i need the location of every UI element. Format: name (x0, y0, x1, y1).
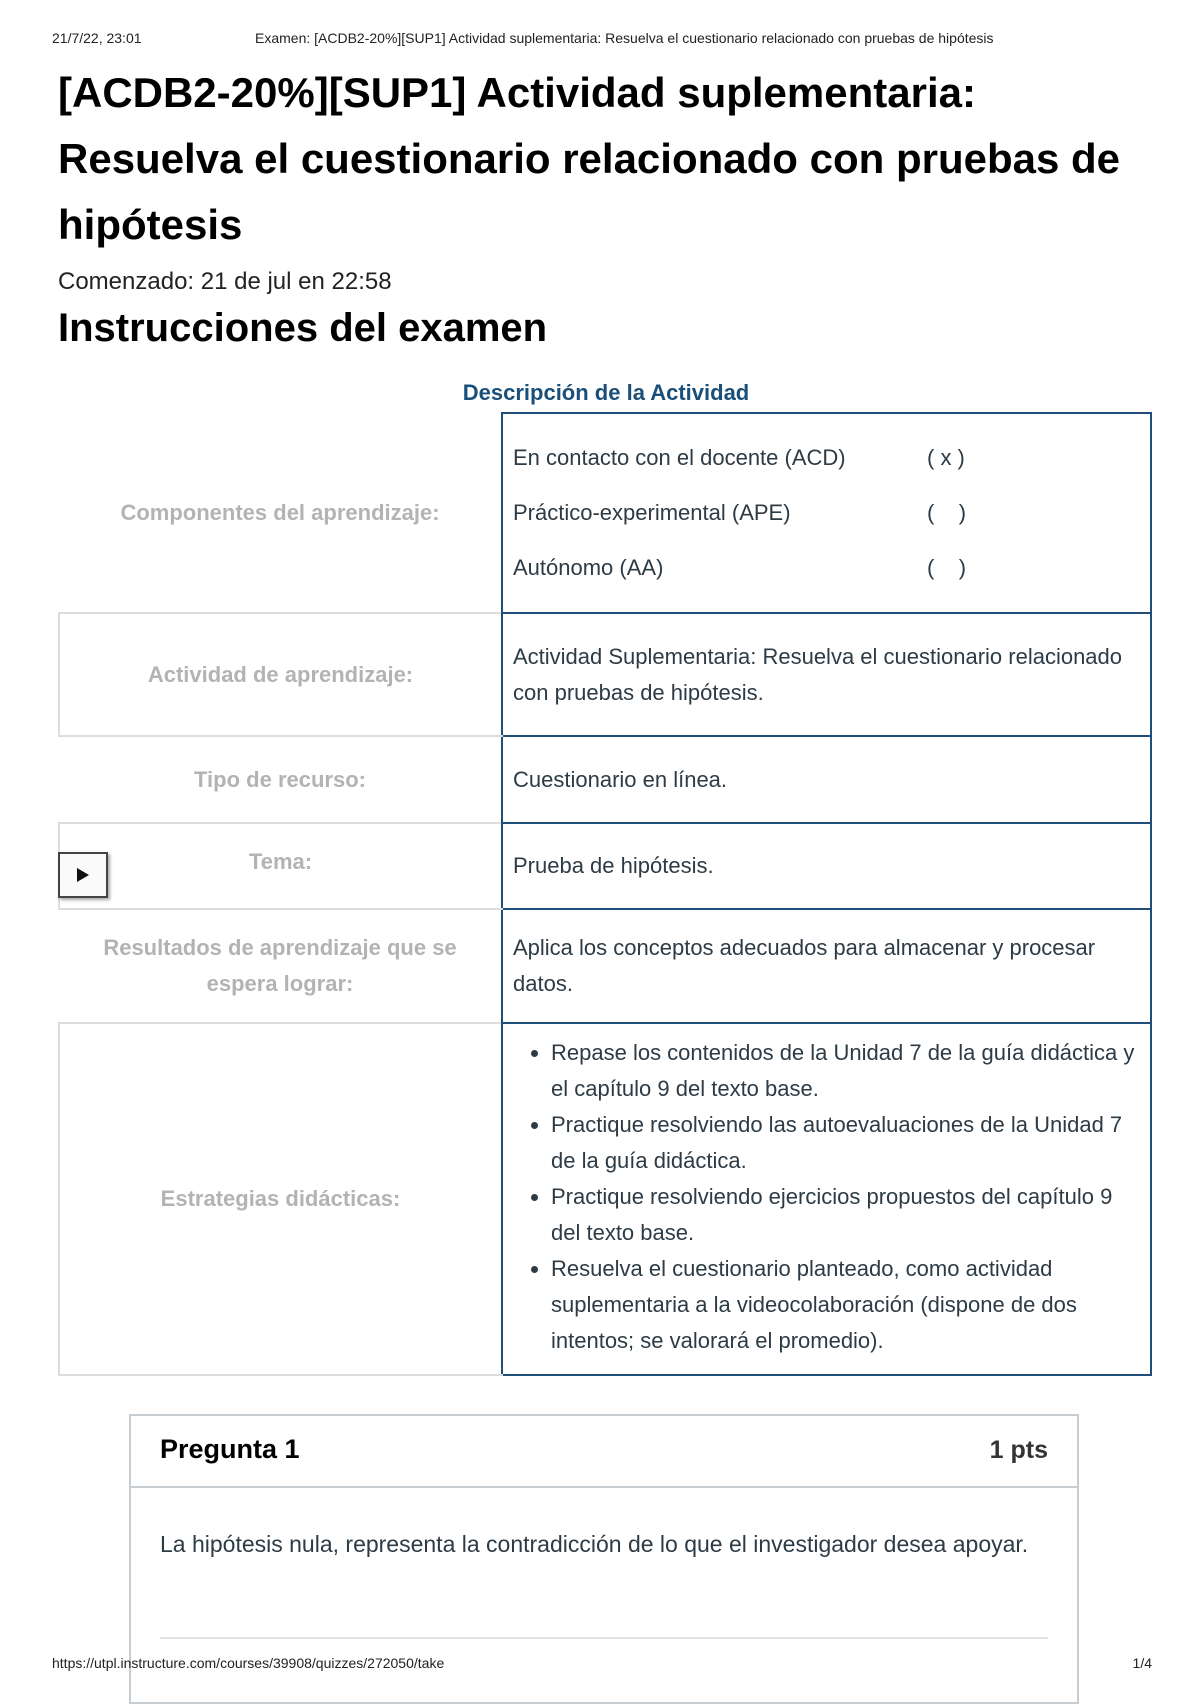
strategies-list (513, 1027, 1140, 1371)
page-title: [ACDB2-20%][SUP1] Actividad suplementaria: Resuelva el cuestionario relacionado con pruebas de hipótesis (58, 69, 1121, 248)
component-item: En contacto con el docente (ACD) ( x ) (513, 445, 965, 470)
resource-label: Tipo de recurso: (194, 766, 366, 792)
question-header (131, 1416, 1077, 1488)
strategies-cell (502, 1023, 1151, 1375)
results-value: Aplica los conceptos adecuados para almacenar y procesar datos. (502, 909, 1151, 1023)
print-date: 21/7/22, 23:01 (52, 30, 142, 46)
component-item: Autónomo (AA) ( ) (513, 555, 967, 580)
topic-label: Tema: (59, 823, 502, 909)
list-item: • Practique resolviendo ejercicios propuestos del capítulo 9 del texto base. (551, 1179, 1140, 1251)
results-label: Resultados de aprendizaje que se espera lograr: (103, 935, 457, 996)
list-item: • Repase los contenidos de la Unidad 7 de la guía didáctica y el capítulo 9 del texto base. (551, 1035, 1140, 1107)
components-row (59, 413, 1151, 613)
activity-label: Actividad de aprendizaje: (59, 613, 502, 736)
question-points: 1 pts (989, 1436, 1048, 1464)
strategies-label: Estrategias didácticas: (59, 1023, 502, 1375)
print-url: https://utpl.instructure.com/courses/39908/quizzes/272050/take (52, 1655, 445, 1671)
print-header (0, 30, 1200, 50)
question-text: La hipótesis nula, representa la contradicción de lo que el investigador desea apoyar. (160, 1531, 1029, 1557)
question-title: Pregunta 1 (160, 1434, 300, 1464)
components-cell (502, 413, 1151, 613)
activity-caption: Descripción de la Actividad (462, 380, 750, 405)
list-item: • Practique resolviendo las autoevaluaciones de la Unidad 7 de la guía didáctica. (551, 1107, 1140, 1179)
components-label: Componentes del aprendizaje: (120, 499, 440, 525)
play-icon (76, 867, 90, 883)
topic-value: Prueba de hipótesis. (502, 823, 1151, 909)
print-title: Examen: [ACDB2-20%][SUP1] Actividad suplementaria: Resuelva el cuestionario relacionado con pruebas de hipótesis (255, 30, 994, 46)
divider (160, 1637, 1048, 1639)
results-row (59, 909, 1151, 1023)
activity-value: Actividad Suplementaria: Resuelva el cuestionario relacionado con pruebas de hipótesis. (502, 613, 1151, 736)
page-number: 1/4 (1132, 1655, 1152, 1671)
resource-value: Cuestionario en línea. (502, 736, 1151, 823)
list-item: • Resuelva el cuestionario planteado, como actividad suplementaria a la videocolaboración (dispone de dos intentos; se valorará el promedio). (551, 1251, 1140, 1359)
component-item: Práctico-experimental (APE) ( ) (513, 500, 967, 525)
resource-row (59, 736, 1151, 823)
topic-row (59, 823, 1151, 909)
play-button[interactable] (58, 852, 108, 898)
started-timestamp: Comenzado: 21 de jul en 22:58 (58, 268, 392, 295)
activity-table (58, 412, 1152, 1376)
instructions-heading: Instrucciones del examen (58, 306, 548, 350)
activity-row (59, 613, 1151, 736)
strategies-row (59, 1023, 1151, 1375)
